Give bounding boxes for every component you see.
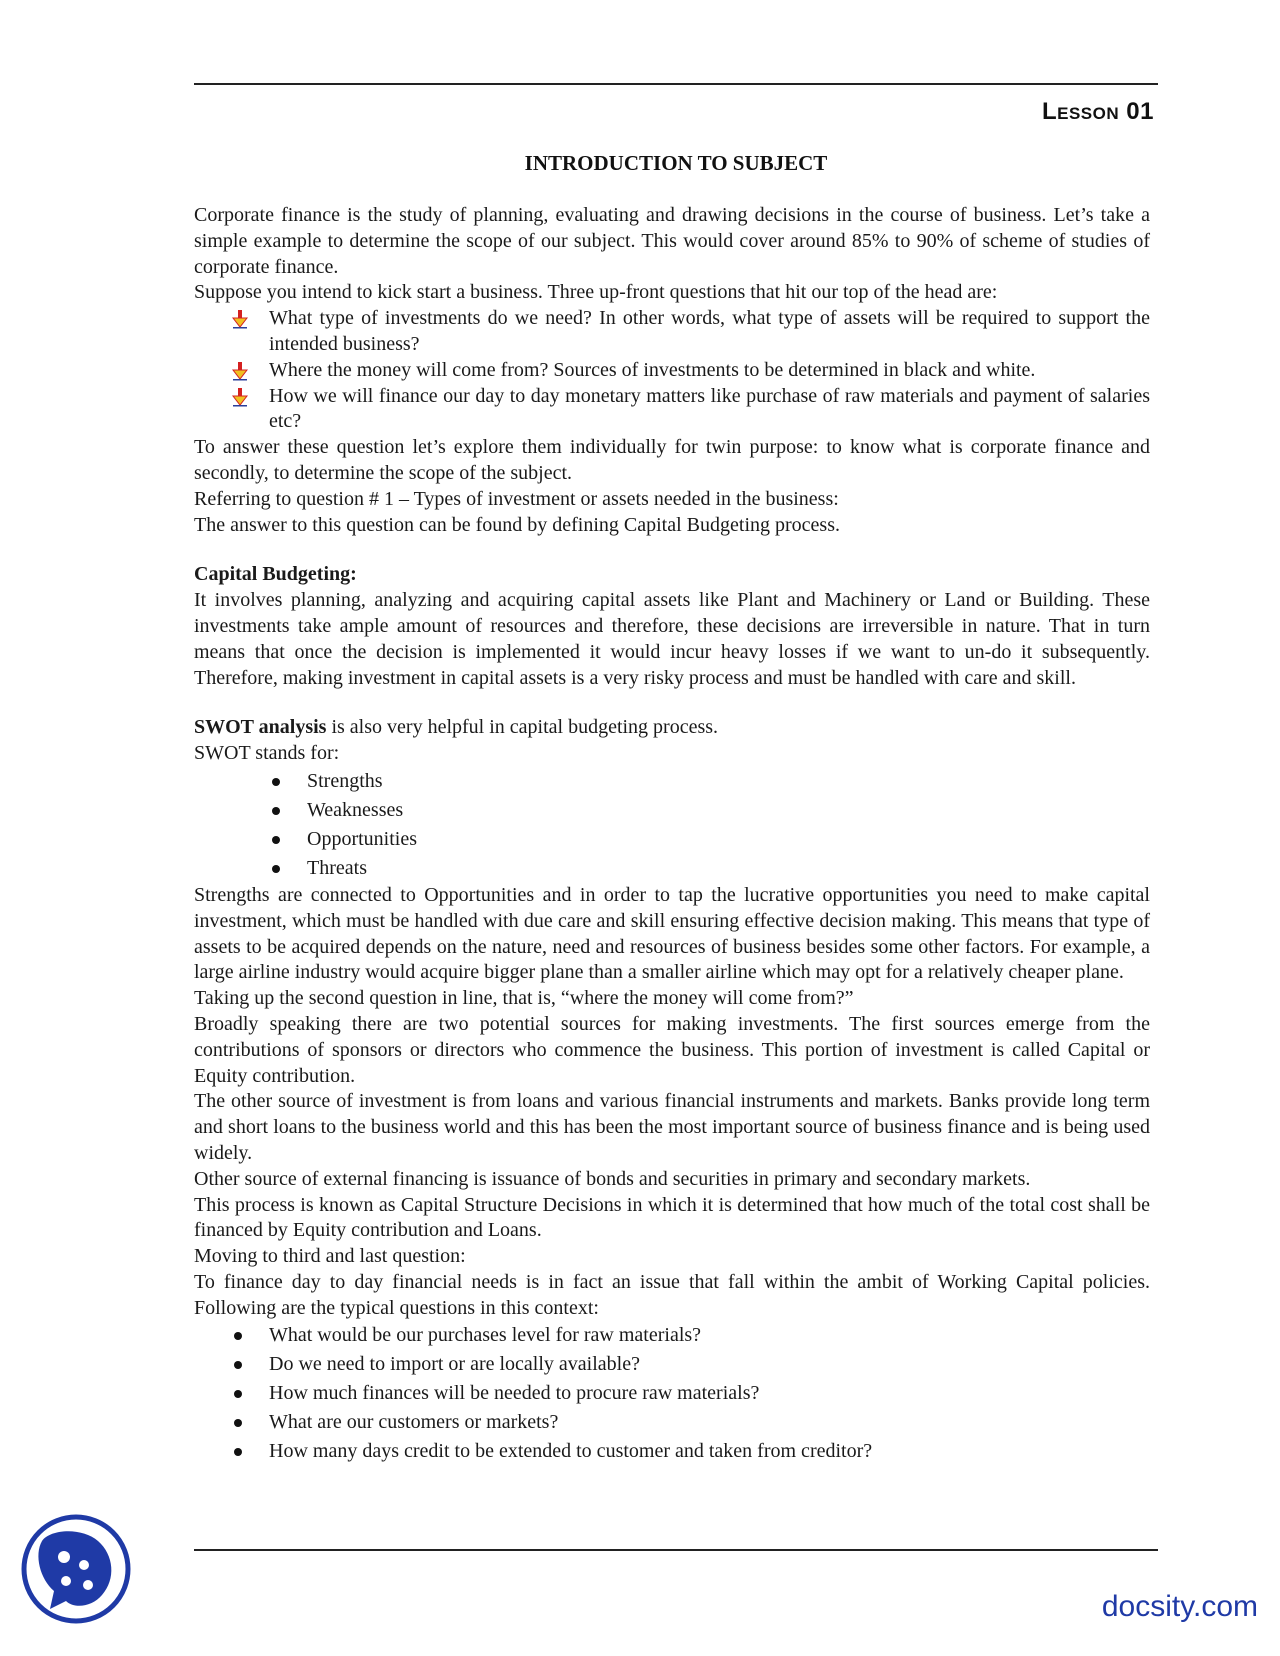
list-item <box>194 825 1150 854</box>
arrow-down-icon <box>230 309 250 329</box>
intro-paragraph-3: To answer these question let’s explore them individually for twin purpose: to know what is corporate finance and secondly, to determine the scope of the subject. <box>194 436 1150 484</box>
capital-budgeting-paragraph: It involves planning, analyzing and acquiring capital assets like Plant and Machinery or Land or Building. These investments take ample amount of resources and therefore, these decisions are irreversible in nature. That in turn means that once the decision is implemented it would incur heavy losses if we want to un-do it subsequently. Therefore, making investment in capital assets is a very risky process and must be handled with care and skill. <box>194 589 1150 689</box>
body-paragraph-3: Broadly speaking there are two potential sources for making investments. The first sources emerge from the contributions of sponsors or directors who commence the business. This portion of investment is called Capital or Equity contribution. <box>194 1012 1150 1087</box>
list-item <box>194 796 1150 825</box>
arrow-down-icon <box>230 361 250 381</box>
list-item <box>194 767 1150 796</box>
bullet-icon <box>272 778 280 786</box>
question-list <box>194 306 1150 435</box>
list-item <box>194 1437 1150 1466</box>
swot-label: SWOT analysis <box>194 716 327 739</box>
docsity-logo-icon[interactable] <box>20 1513 132 1625</box>
body-paragraph-8: To finance day to day financial needs is in fact an issue that fall within the ambit of Working Capital policies. Following are the typical questions in this context: <box>194 1270 1150 1319</box>
question-text: How many days credit to be extended to customer and taken from creditor? <box>269 1440 873 1463</box>
swot-intro <box>194 715 1150 741</box>
question-text: Do we need to import or are locally available? <box>269 1353 640 1376</box>
intro-paragraph-2: Suppose you intend to kick start a business. Three up-front questions that hit our top of the head are: <box>194 281 998 304</box>
bullet-icon <box>272 807 280 815</box>
bottom-rule <box>194 1549 1158 1551</box>
list-item <box>194 1379 1150 1408</box>
body-paragraph-6: This process is known as Capital Structure Decisions in which it is determined that how much of the total cost shall be financed by Equity contribution and Loans. <box>194 1193 1150 1242</box>
bullet-icon <box>234 1419 242 1427</box>
question-text: How much finances will be needed to procure raw materials? <box>269 1382 760 1405</box>
bullet-icon <box>272 836 280 844</box>
arrow-down-icon <box>230 387 250 407</box>
docsity-brand-link[interactable]: docsity.com <box>1101 1590 1258 1623</box>
bullet-icon <box>234 1448 242 1456</box>
question-text: What would be our purchases level for raw materials? <box>269 1324 702 1347</box>
bullet-icon <box>234 1361 242 1369</box>
bullet-icon <box>272 865 280 873</box>
list-item <box>194 384 1150 436</box>
question-text: What are our customers or markets? <box>269 1411 559 1434</box>
list-item <box>194 1408 1150 1437</box>
list-item <box>194 854 1150 883</box>
swot-list <box>194 767 1150 883</box>
list-item <box>194 306 1150 358</box>
bullet-icon <box>234 1390 242 1398</box>
question-text: Where the money will come from? Sources of investments to be determined in black and white. <box>269 358 1036 381</box>
section-heading-capital-budgeting: Capital Budgeting: <box>194 563 357 586</box>
swot-intro-text: is also very helpful in capital budgeting process. <box>326 716 719 739</box>
question-text: What type of investments do we need? In other words, what type of assets will be required to support the intended business? <box>269 307 1150 355</box>
lesson-label: Lesson 01 <box>1041 98 1154 125</box>
swot-stands-for: SWOT stands for: <box>194 742 340 765</box>
intro-paragraph-4: Referring to question # 1 – Types of investment or assets needed in the business: <box>194 487 839 510</box>
top-rule <box>194 83 1158 85</box>
swot-item: Opportunities <box>307 827 417 850</box>
question-text: How we will finance our day to day monetary matters like purchase of raw materials and payment of salaries etc? <box>269 384 1150 433</box>
page-title: INTRODUCTION TO SUBJECT <box>524 151 828 175</box>
body-paragraph-1: Strengths are connected to Opportunities and in order to tap the lucrative opportunities you need to make capital investment, which must be handled with due care and skill ensuring effective decision making. This means that type of assets to be acquired depends on the nature, need and resources of business besides some other factors. For example, a large airline industry would acquire bigger plane than a smaller airline which may opt for a relatively cheaper plane. <box>194 883 1150 984</box>
list-item <box>194 1321 1150 1350</box>
swot-item: Strengths <box>307 769 383 792</box>
intro-paragraph-1: Corporate finance is the study of planning, evaluating and drawing decisions in the course of business. Let’s take a simple example to determine the scope of our subject. This would cover around 85% to 90% of scheme of studies of corporate finance. <box>194 204 1150 278</box>
swot-item: Threats <box>307 856 367 879</box>
body-paragraph-5: Other source of external financing is issuance of bonds and securities in primary and secondary markets. <box>194 1167 1031 1190</box>
body-paragraph-7: Moving to third and last question: <box>194 1245 466 1268</box>
list-item <box>194 358 1150 384</box>
list-item <box>194 1350 1150 1379</box>
bullet-icon <box>234 1332 242 1340</box>
intro-paragraph-5: The answer to this question can be found by defining Capital Budgeting process. <box>194 513 840 536</box>
document-body <box>194 203 1150 1466</box>
body-paragraph-2: Taking up the second question in line, that is, “where the money will come from?” <box>194 987 854 1010</box>
swot-item: Weaknesses <box>307 798 404 821</box>
body-paragraph-4: The other source of investment is from loans and various financial instruments and markets. Banks provide long term and short loans to the business world and this has been the most important source of business finance and is being used widely. <box>194 1090 1150 1164</box>
working-capital-question-list <box>194 1321 1150 1466</box>
